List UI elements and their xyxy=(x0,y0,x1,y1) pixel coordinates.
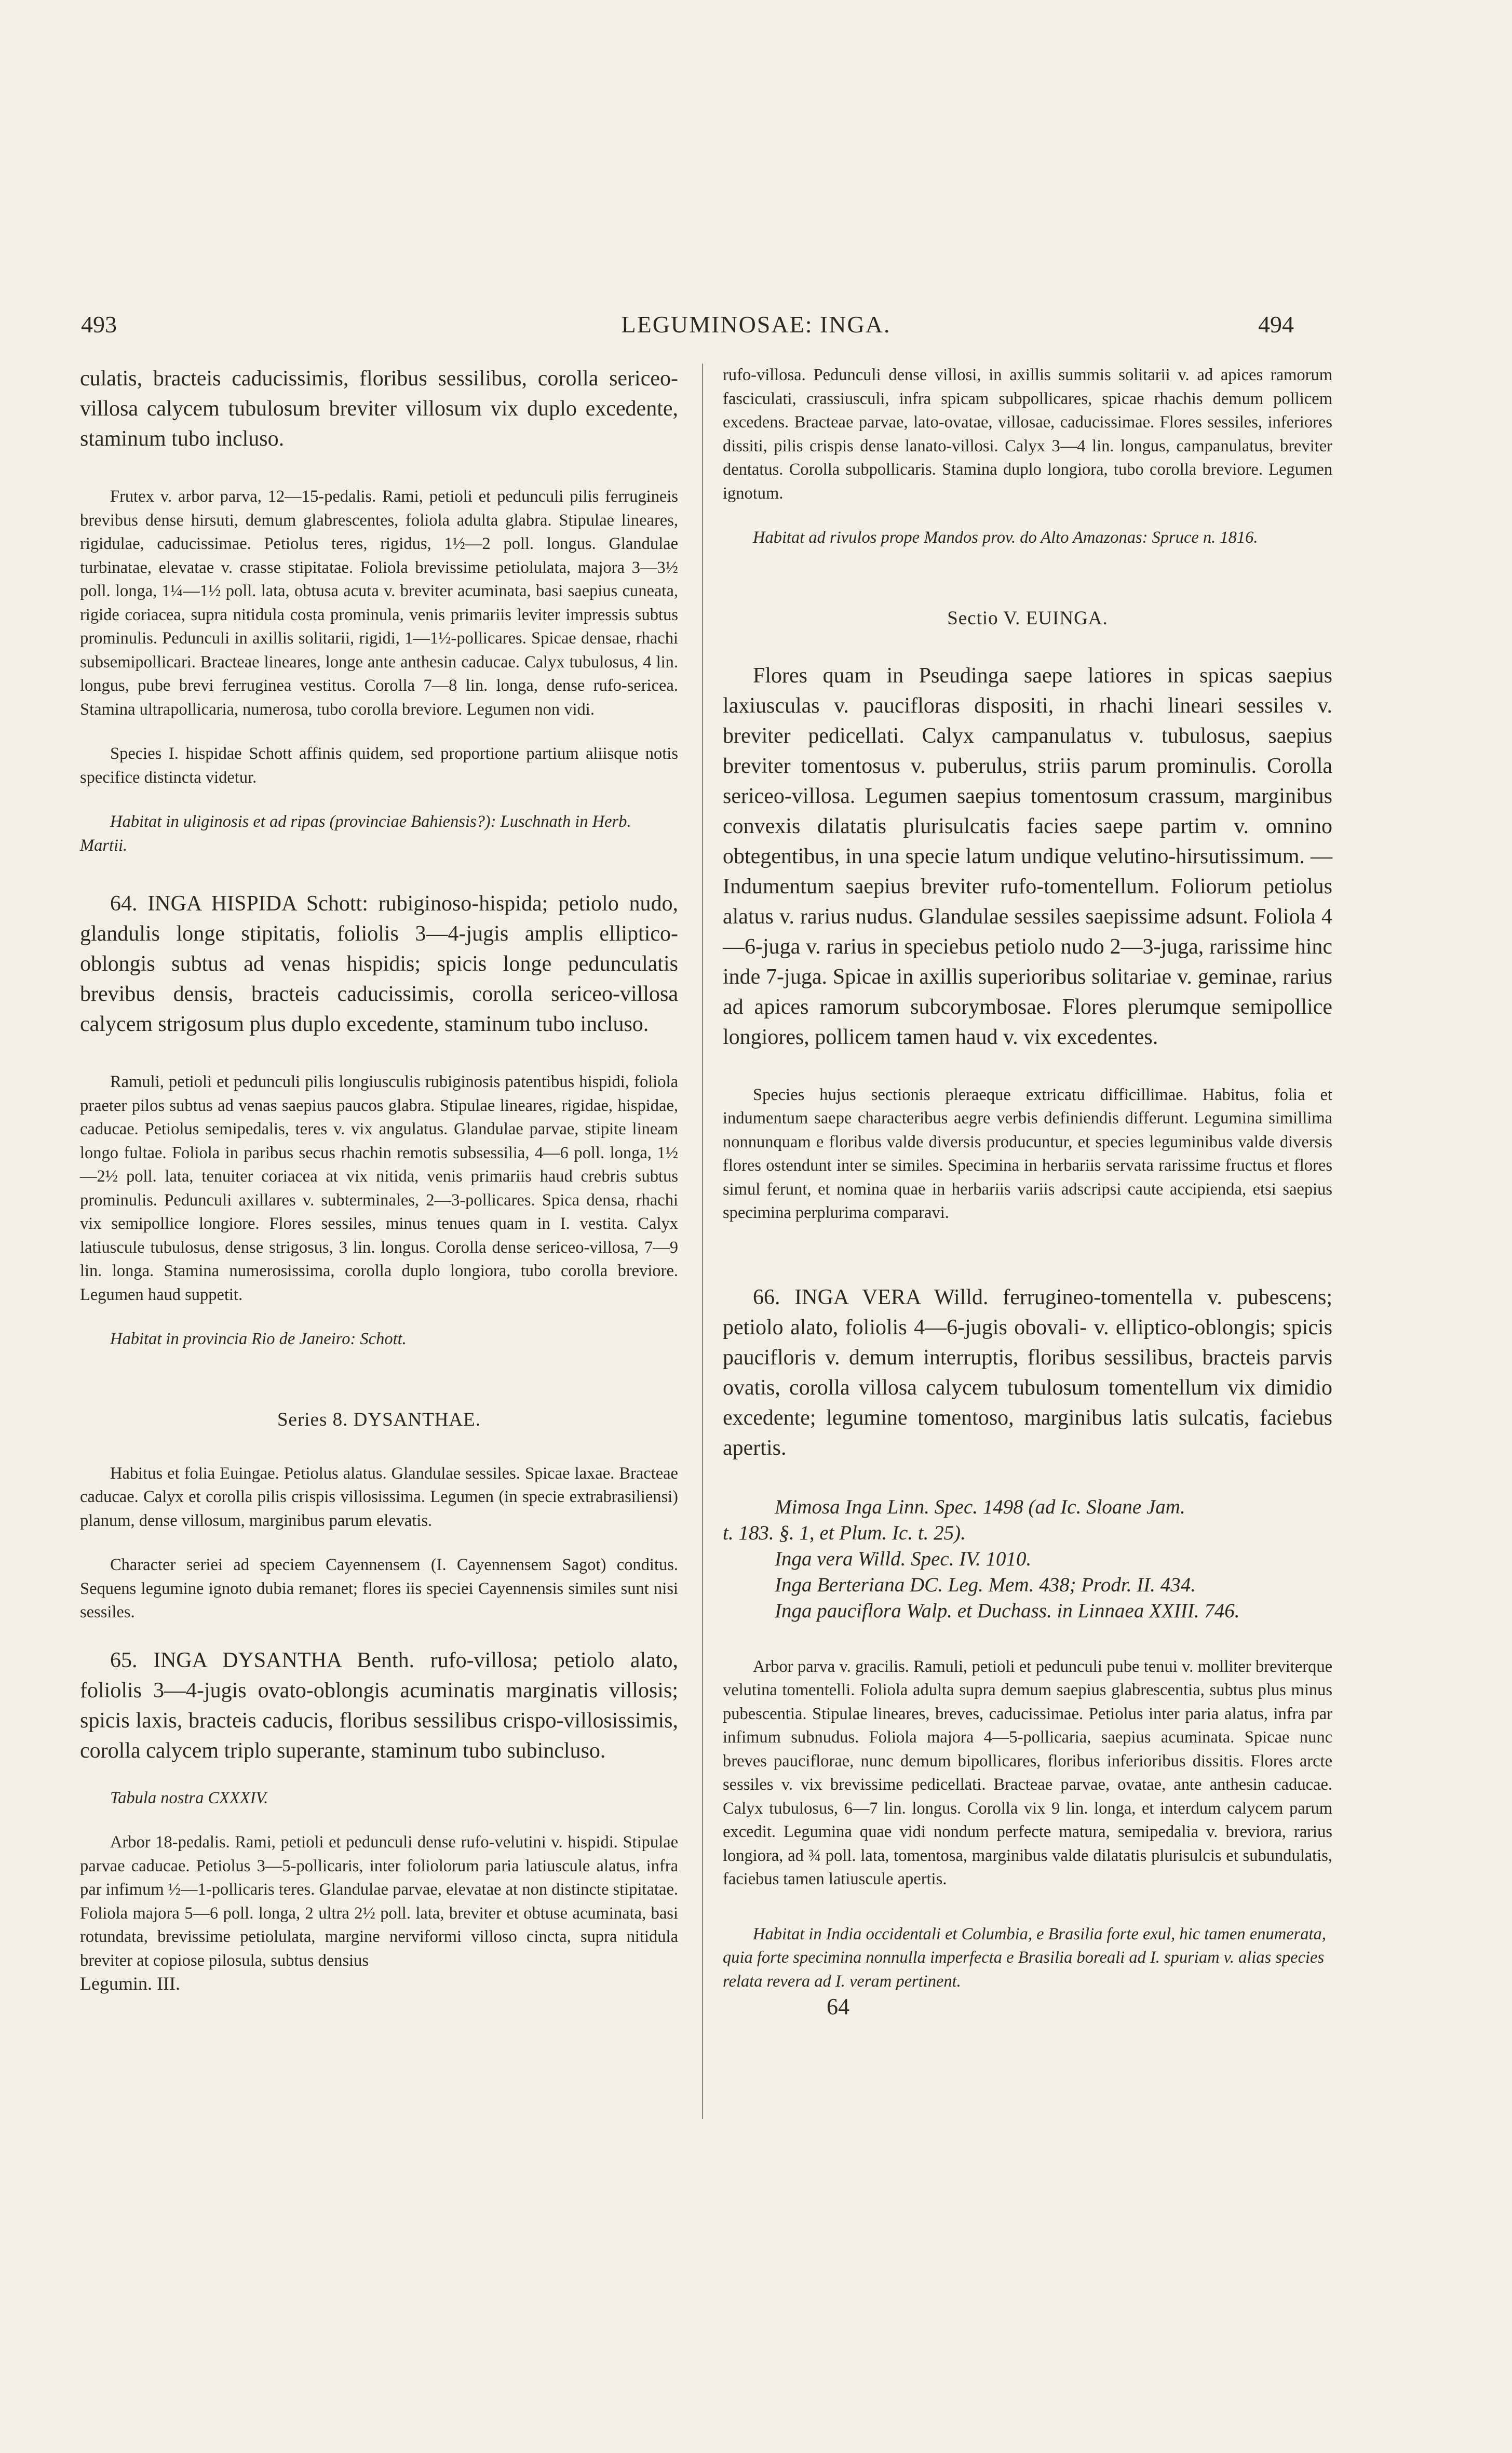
signature-number: 64 xyxy=(827,1994,849,2019)
reference-line: Inga Berteriana DC. Leg. Mem. 438; Prodr. II. 434. xyxy=(775,1573,1196,1596)
left-column xyxy=(80,364,678,1994)
page-number-right: 494 xyxy=(1258,311,1294,338)
species-64-habitat: Habitat in provincia Rio de Janeiro: Schott. xyxy=(110,1330,407,1348)
species-65-description-cont: rufo-villosa. Pedunculi dense villosi, in axillis summis solitarii v. ad apices ramorum fasciculati, crassiusculi, infra spicam subpollicares, spicae rhachis demum pollicem excedens. Bracteae parvae, lato-ovatae, villosae, caducissimae. Flores sessiles, inferiores dissiti, pilis crispis dense lanato-villosi. Calyx 3—4 lin. longus, campanulatus, breviter dentatus. Corolla subpollicaris. Stamina duplo longiora, tubo corolla breviore. Legumen ignotum. xyxy=(723,366,1332,503)
species-66-habitat: Habitat in India occidentali et Columbia, e Brasilia forte exul, hic tamen enumerata, quia forte specimina nonnulla imperfecta e Brasilia boreali ad I. spuriam v. alias species relata revera ad I. veram pertinent. xyxy=(723,1924,1326,1991)
species-64-diagnosis: 64. INGA HISPIDA Schott: rubiginoso-hispida; petiolo nudo, glandulis longe stipitatis, foliolis 3—4-jugis amplis elliptico-oblongis subtus ad venas hispidis; spicis longe pedunculatis brevibus densis, bracteis caducissimis, corolla sericeo-villosa calycem strigosum plus duplo excedente, staminum tubo incluso. xyxy=(80,892,678,1036)
species-66-references xyxy=(723,1494,1332,1624)
page-number-left: 493 xyxy=(81,311,117,338)
series-heading: Series 8. DYSANTHAE. xyxy=(277,1409,481,1430)
species-63-habitat: Habitat in uliginosis et ad ripas (provinciae Bahiensis?): Luschnath in Herb. Martii. xyxy=(80,812,631,855)
species-63-description: Frutex v. arbor parva, 12—15-pedalis. Rami, petioli et pedunculi pilis ferrugineis brevibus dense hirsuti, demum glabrescentes, foliola adulta glabra. Stipulae lineares, rigidulae, caducissimae. Petiolus teres, rigidus, 1½—2 poll. longus. Glandulae turbinatae, elevatae v. crasse stipitatae. Foliola brevissime petiolulata, majora 3—3½ poll. longa, 1¼—1½ poll. lata, obtusa acuta v. breviter acuminata, basi saepius cuneata, rigide coriacea, supra nitidula costa prominula, venis primariis leviter impressis subtus prominulis. Pedunculi in axillis solitarii, rigidi, 1—1½-pollicares. Spicae densae, rhachi subsemipollicari. Bracteae lineares, longe ante anthesin caducae. Calyx tubulosus, 4 lin. longus, pube brevi ferruginea vestitus. Corolla 7—8 lin. longa, dense rufo-sericea. Stamina ultrapollicaria, numerosa, tubo corolla breviore. Legumen non vidi. xyxy=(80,487,678,719)
reference-line: Inga pauciflora Walp. et Duchass. in Linnaea XXIII. 746. xyxy=(775,1599,1240,1622)
species-66-description: Arbor parva v. gracilis. Ramuli, petioli et pedunculi pube tenui v. molliter breviterque velutina tomentelli. Foliola adulta supra demum saepius glabrescentia, subtus plus minus pubescentia. Stipulae lineares, breves, caducissimae. Petiolus inter paria alatus, infra par infimum subnudus. Foliola majora 4—5-pollicaria, saepius acuminata. Spicae nunc breves pauciflorae, nunc demum bipollicares, floribus inferioribus dissitis. Flores arcte sessiles v. vix brevissime pedicellati. Bracteae parvae, ovatae, ante anthesin caducae. Calyx tubulosus, 6—7 lin. longus. Corolla vix 9 lin. longa, et interdum calycem parum excedit. Legumina quae vidi nondum perfecte matura, semipedalia v. breviora, rarius longiora, ad ¾ poll. lata, tomentosa, marginibus valde dilatatis plurisulcis et subundulatis, faciebus tamen latiuscule apertis. xyxy=(723,1657,1332,1888)
series-description: Habitus et folia Euingae. Petiolus alatus. Glandulae sessiles. Spicae laxae. Bracteae caducae. Calyx et corolla pilis crispis villosissima. Legumen (in specie extrabrasiliensi) planum, dense villosum, marginibus parum elevatis. xyxy=(80,1464,678,1530)
reference-line: Mimosa Inga Linn. Spec. 1498 (ad Ic. Sloane Jam. xyxy=(775,1495,1185,1518)
reference-line: t. 183. §. 1, et Plum. Ic. t. 25). xyxy=(723,1521,966,1544)
species-65-description: Arbor 18-pedalis. Rami, petioli et pedunculi dense rufo-velutini v. hispidi. Stipulae parvae caducae. Petiolus 3—5-pollicaris, inter foliolorum paria latiuscule alatus, infra par infimum ½—1-pollicaris teres. Glandulae parvae, elevatae at non distincte stipitatae. Foliola majora 5—6 poll. longa, 2 ultra 2½ poll. lata, breviter et obtuse acuminata, basi rotundata, brevissime petiolulata, margine nerviformi villoso cincta, supra nitidula breviter at copiose pilosula, subtus densius xyxy=(80,1833,678,1970)
species-63-note: Species I. hispidae Schott affinis quidem, sed proportione partium aliisque notis specifice distincta videtur. xyxy=(80,744,678,787)
running-title: LEGUMINOSAE: INGA. xyxy=(621,311,891,338)
section-note: Species hujus sectionis pleraeque extricatu difficillimae. Habitus, folia et indumentum saepe characteribus aegre verbis definiendis differunt. Legumina simillima nonnunquam e floribus valde diversis producuntur, et species leguminibus valde diversis flores ostendunt inter se similes. Specimina in herbariis servata rarissime fructus et flores simul ferunt, et nomina quae in herbariis variis adscripsi caute accipienda, etsi saepius specimina perplurima comparavi. xyxy=(723,1085,1332,1222)
species-65-habitat: Habitat ad rivulos prope Mandos prov. do Alto Amazonas: Spruce n. 1816. xyxy=(753,528,1258,547)
section-description: Flores quam in Pseudinga saepe latiores in spicas saepius laxiusculas v. paucifloras dispositi, in rhachi lineari sessiles v. breviter pedicellati. Calyx campanulatus v. tubulosus, saepius breviter tomentosus v. puberulus, striis parum prominulis. Corolla sericeo-villosa. Legumen saepius tomentosum crassum, marginibus convexis dilatatis plurisulcatis facies saepe partim v. omnino obtegentibus, in una specie latum undique velutino-hirsutissimum. — Indumentum saepius breviter rufo-tomentellum. Foliorum petiolus alatus v. rarius nudus. Glandulae sessiles saepissime adsunt. Foliola 4—6-juga v. rarius in speciebus petiolo nudo 2—3-juga, rarissime hinc inde 7-juga. Spicae in axillis superioribus solitariae v. geminae, rarius ad apices ramorum subcorymbosae. Flores plerumque semipollice longiores, pollicem tamen haud v. vix excedentes. xyxy=(723,663,1332,1049)
continued-description: culatis, bracteis caducissimis, floribus sessilibus, corolla sericeo-villosa calycem tubulosum breviter villosum vix duplo excedente, staminum tubo incluso. xyxy=(80,367,678,451)
species-65-diagnosis: 65. INGA DYSANTHA Benth. rufo-villosa; petiolo alato, foliolis 3—4-jugis ovato-oblongis acuminatis marginatis villosis; spicis laxis, bracteis caducis, floribus sessilibus crispo-villosissimis, corolla calycem triplo superante, staminum tubo subincluso. xyxy=(80,1648,678,1763)
section-heading: Sectio V. EUINGA. xyxy=(947,607,1108,629)
species-65-table-ref: Tabula nostra CXXXIV. xyxy=(110,1788,268,1807)
right-column xyxy=(723,364,1332,2020)
signature-mark: Legumin. III. xyxy=(80,1973,180,1994)
column-divider xyxy=(702,364,703,2119)
reference-line: Inga vera Willd. Spec. IV. 1010. xyxy=(775,1547,1032,1570)
page-header xyxy=(0,311,1512,352)
species-64-description: Ramuli, petioli et pedunculi pilis longiusculis rubiginosis patentibus hispidi, foliola praeter pilos subtus ad venas saepius paucos glabra. Stipulae lineares, rigidae, hispidae, caducae. Petiolus semipedalis, teres v. vix angulatus. Glandulae parvae, stipite lineam longo fultae. Foliola in paribus secus rhachin remotis subsessilia, 4—6 poll. longa, 1½—2½ poll. lata, tenuiter coriacea at vix nitida, venis primariis haud crebris subtus prominulis. Pedunculi axillares v. subterminales, 2—3-pollicares. Spica densa, rhachi vix semipollice longiore. Flores sessiles, minus tenues quam in I. vestita. Calyx latiuscule tubulosus, dense strigosus, 3 lin. longus. Corolla dense sericeo-villosa, 7—9 lin. longa. Stamina numerosissima, corolla duplo longiora, tubo corolla breviore. Legumen haud suppetit. xyxy=(80,1073,678,1304)
series-note: Character seriei ad speciem Cayennensem (I. Cayennensem Sagot) conditus. Sequens legumine ignoto dubia remanet; flores iis speciei Cayennensis similes sunt nisi sessiles. xyxy=(80,1556,678,1621)
species-66-diagnosis: 66. INGA VERA Willd. ferrugineo-tomentella v. pubescens; petiolo alato, foliolis 4—6-jugis obovali- v. elliptico-oblongis; spicis paucifloris v. demum interruptis, floribus sessilibus, bracteis parvis ovatis, corolla villosa calycem tubulosum tomentellum vix dimidio excedente; legumine tomentoso, marginibus latis sulcatis, faciebus apertis. xyxy=(723,1285,1332,1460)
